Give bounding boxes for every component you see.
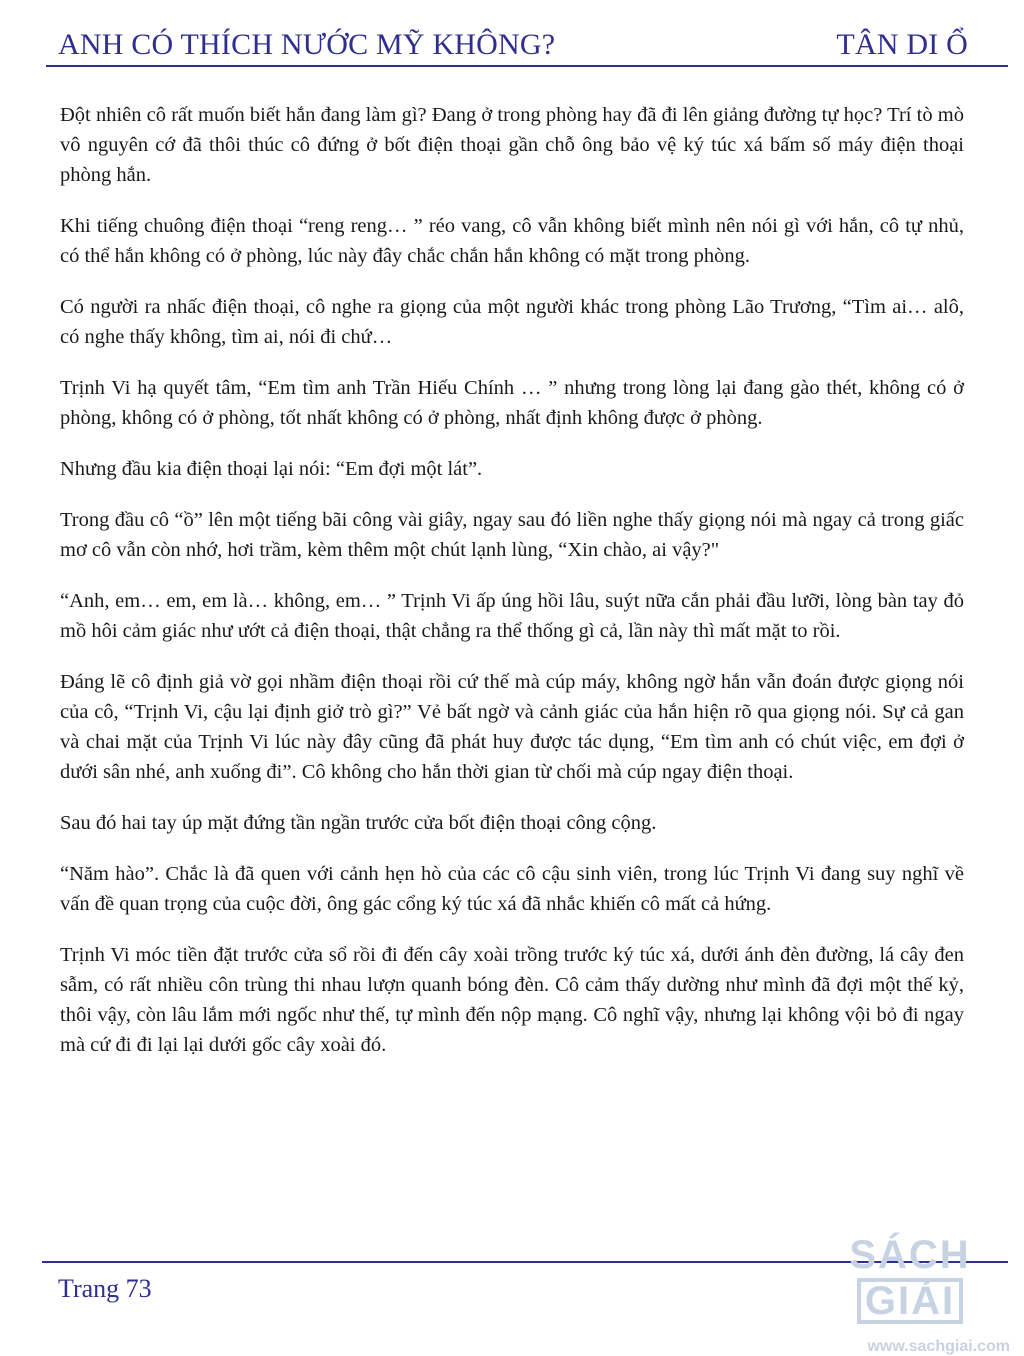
- watermark-logo-part2: GIẢI: [857, 1278, 963, 1324]
- paragraph: Đáng lẽ cô định giả vờ gọi nhầm điện thoại rồi cứ thế mà cúp máy, không ngờ hắn vẫn đoán được giọng nói của cô, “Trịnh Vi, cậu lại định giở trò gì?” Vẻ bất ngờ và cảnh giác của hắn hiện rõ qua giọng nói. Sự cả gan và chai mặt của Trịnh Vi lúc này đây cũng đã phát huy được tác dụng, “Em tìm anh có chút việc, em đợi ở dưới sân nhé, anh xuống đi”. Cô không cho hắn thời gian từ chối mà cúp ngay điện thoại.: [60, 671, 964, 783]
- paragraph: “Anh, em… em, em là… không, em… ” Trịnh Vi ấp úng hồi lâu, suýt nữa cắn phải đầu lưỡi, lòng bàn tay đỏ mồ hôi cảm giác như ướt cả điện thoại, thật chẳng ra thể thống gì cả, lần này thì mất mặt to rồi.: [60, 590, 964, 642]
- watermark-url: www.sachgiai.com: [867, 1338, 1010, 1355]
- book-author: TÂN DI Ổ: [836, 28, 968, 61]
- paragraph: Đột nhiên cô rất muốn biết hắn đang làm gì? Đang ở trong phòng hay đã đi lên giảng đường tự học? Trí tò mò vô nguyên cớ đã thôi thúc cô đứng ở bốt điện thoại gần chỗ ông bảo vệ ký túc xá bấm số máy điện thoại phòng hắn.: [60, 104, 964, 186]
- paragraph: Trịnh Vi hạ quyết tâm, “Em tìm anh Trần Hiếu Chính … ” nhưng trong lòng lại đang gào thét, không có ở phòng, không có ở phòng, tốt nhất không có ở phòng, nhất định không được ở phòng.: [60, 377, 964, 429]
- page-header: [58, 22, 968, 62]
- paragraph: Nhưng đầu kia điện thoại lại nói: “Em đợi một lát”.: [60, 458, 483, 480]
- watermark-logo-text: [810, 1232, 1010, 1324]
- page-number: Trang 73: [58, 1274, 152, 1303]
- paragraph: Có người ra nhấc điện thoại, cô nghe ra giọng của một người khác trong phòng Lão Trương, “Tìm ai… alô, có nghe thấy không, tìm ai, nói đi chứ…: [60, 296, 964, 348]
- book-title: ANH CÓ THÍCH NƯỚC MỸ KHÔNG?: [58, 28, 556, 61]
- watermark-logo: [810, 1222, 1010, 1355]
- paragraph: Sau đó hai tay úp mặt đứng tần ngần trước cửa bốt điện thoại công cộng.: [60, 812, 657, 834]
- paragraph: Trịnh Vi móc tiền đặt trước cửa sổ rồi đi đến cây xoài trồng trước ký túc xá, dưới ánh đèn đường, lá cây đen sẫm, có rất nhiều côn trùng thi nhau lượn quanh bóng đèn. Cô cảm thấy dường như mình đã đợi một thế kỷ, thôi vậy, còn lâu lắm mới ngốc như thế, tự mình đến nộp mạng. Cô nghĩ vậy, nhưng lại không vội bỏ đi ngay mà cứ đi đi lại lại dưới gốc cây xoài đó.: [60, 944, 964, 1056]
- paragraph: “Năm hào”. Chắc là đã quen với cảnh hẹn hò của các cô cậu sinh viên, trong lúc Trịnh Vi đang suy nghĩ về vấn đề quan trọng của cuộc đời, ông gác cổng ký túc xá đã nhắc khiến cô mất cả hứng.: [60, 863, 964, 915]
- page-body: [60, 100, 964, 1081]
- watermark-logo-part1: SÁCH: [849, 1233, 971, 1277]
- paragraph: Khi tiếng chuông điện thoại “reng reng… ” réo vang, cô vẫn không biết mình nên nói gì với hắn, cô tự nhủ, có thể hắn không có ở phòng, lúc này đây chắc chắn hắn không có mặt trong phòng.: [60, 215, 964, 267]
- paragraph: Trong đầu cô “ồ” lên một tiếng bãi công vài giây, ngay sau đó liền nghe thấy giọng nói mà ngay cả trong giấc mơ cô vẫn còn nhớ, hơi trầm, kèm thêm một chút lạnh lùng, “Xin chào, ai vậy?": [60, 509, 964, 561]
- header-divider: [46, 65, 1008, 67]
